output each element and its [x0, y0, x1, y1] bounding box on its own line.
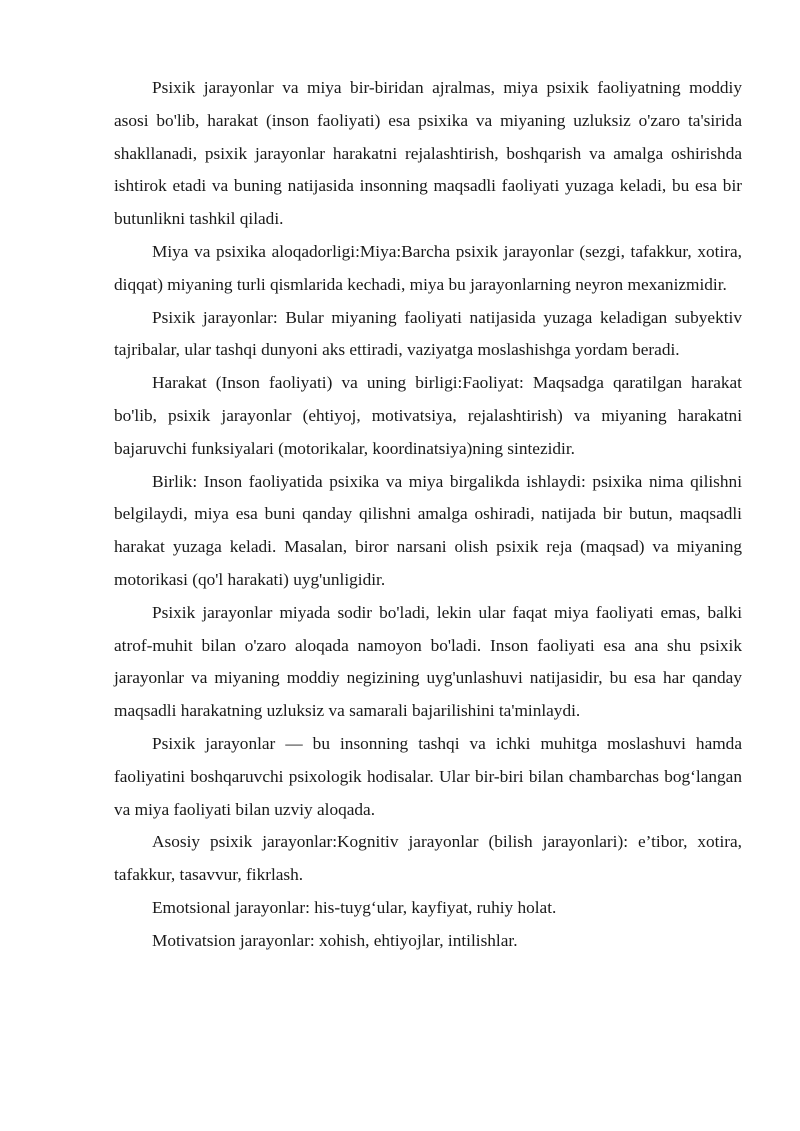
paragraph-3: Psixik jarayonlar: Bular miyaning faoliyati natijasida yuzaga keladigan subyektiv tajribalar, ular tashqi dunyoni aks ettiradi, vaziyatga moslashishga yordam beradi.	[114, 307, 742, 360]
paragraph-2: Miya va psixika aloqadorligi:Miya:Barcha psixik jarayonlar (sezgi, tafakkur, xotira, diqqat) miyaning turli qismlarida kechadi, miya bu jarayonlarning neyron mexanizmidir.	[114, 241, 742, 294]
document-page	[114, 72, 742, 958]
paragraph-9: Emotsional jarayonlar: his-tuyg‘ular, kayfiyat, ruhiy holat.	[152, 897, 557, 917]
paragraph-10: Motivatsion jarayonlar: xohish, ehtiyojlar, intilishlar.	[152, 930, 518, 950]
paragraph-8: Asosiy psixik jarayonlar:Kognitiv jarayonlar (bilish jarayonlari): e’tibor, xotira, tafakkur, tasavvur, fikrlash.	[114, 832, 742, 885]
paragraph-7: Psixik jarayonlar — bu insonning tashqi va ichki muhitga moslashuvi hamda faoliyatini boshqaruvchi psixologik hodisalar. Ular bir-biri bilan chambarchas bog‘langan va miya faoliyati bilan uzviy aloqada.	[114, 733, 742, 819]
paragraph-6: Psixik jarayonlar miyada sodir bo'ladi, lekin ular faqat miya faoliyati emas, balki atrof-muhit bilan o'zaro aloqada namoyon bo'ladi. Inson faoliyati esa ana shu psixik jarayonlar va miyaning moddiy negizining uyg'unlashuvi natijasidir, bu esa har qanday maqsadli harakatning uzluksiz va samarali bajarilishini ta'minlaydi.	[114, 602, 742, 721]
paragraph-4: Harakat (Inson faoliyati) va uning birligi:Faoliyat: Maqsadga qaratilgan harakat bo'lib, psixik jarayonlar (ehtiyoj, motivatsiya, rejalashtirish) va miyaning harakatni bajaruvchi funksiyalari (motorikalar, koordinatsiya)ning sintezidir.	[114, 373, 742, 458]
paragraph-1: Psixik jarayonlar va miya bir-biridan ajralmas, miya psixik faoliyatning moddiy asosi bo'lib, harakat (inson faoliyati) esa psixika va miyaning uzluksiz o'zaro ta'sirida shakllanadi, psixik jarayonlar harakatni rejalashtirish, boshqarish va amalga oshirishda ishtirok etadi va buning natijasida insonning maqsadli faoliyati yuzaga keladi, bu esa bir butunlikni tashkil qiladi.	[114, 78, 742, 229]
paragraph-5: Birlik: Inson faoliyatida psixika va miya birgalikda ishlaydi: psixika nima qilishni belgilaydi, miya esa buni qanday qilishni amalga oshiradi, natijada bir butun, maqsadli harakat yuzaga keladi. Masalan, biror narsani olish psixik reja (maqsad) va miyaning motorikasi (qo'l harakati) uyg'unligidir.	[114, 471, 742, 589]
